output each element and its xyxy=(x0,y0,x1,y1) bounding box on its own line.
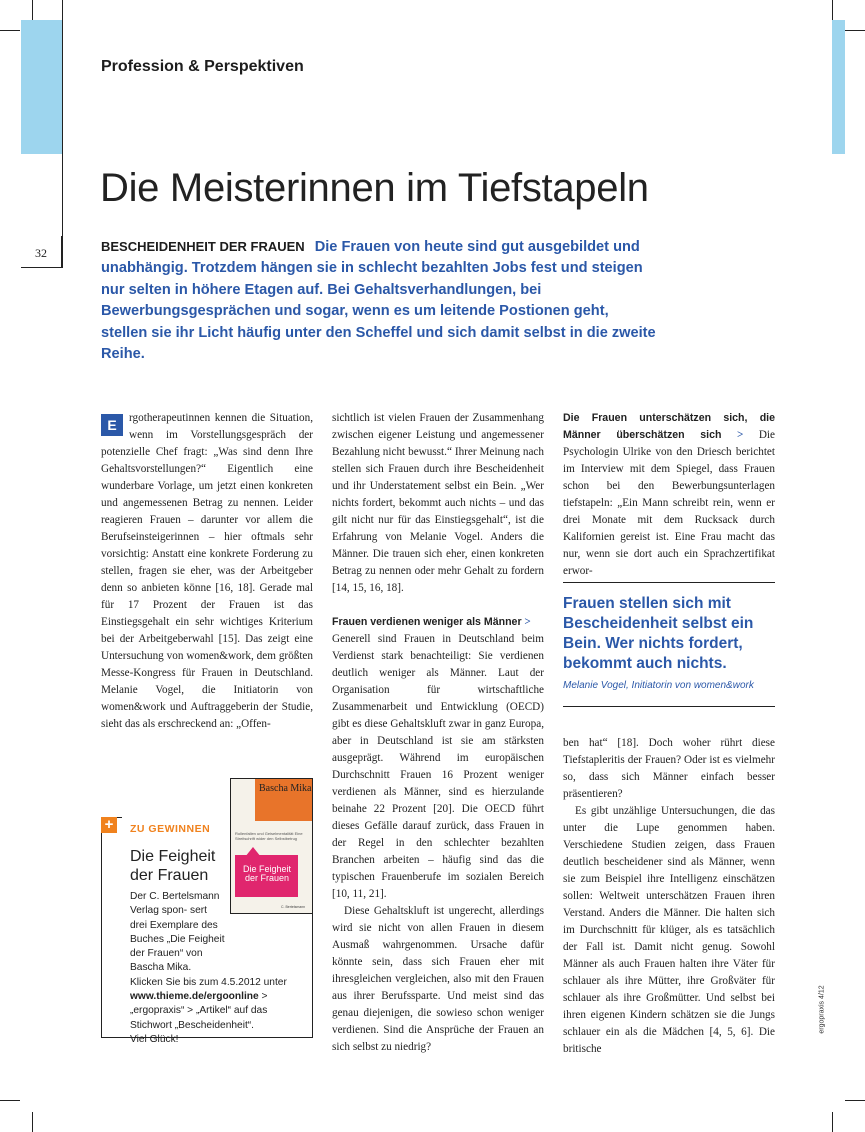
issue-label: ergopraxis 4/12 xyxy=(818,985,826,1034)
page-number: 32 xyxy=(35,246,47,260)
giveaway-link[interactable]: www.thieme.de/ergoonline xyxy=(130,991,259,1003)
paragraph: ben hat“ [18]. Doch woher rührt diese Tiefstapleritis der Frauen? Oder ist es vielmehr so, dass sich Männer einfach besser präsentieren? xyxy=(563,737,775,800)
article-lead xyxy=(101,236,656,365)
lead-text: Die Frauen von heute sind gut ausgebildet und unabhängig. Trotzdem hängen sie in schlecht bezahlten Jobs fest und steigen nur selten in höhere Etagen auf. Bei Gehaltsverhandlungen, bei Bewerbungsgesprächen und sogar, wenn es um leitende Postionen geht, stellen sie ihr Licht häufig unter den Scheffel und sich damit selbst in die zweite Reihe. xyxy=(101,239,656,363)
paragraph: Es gibt unzählige Untersuchungen, die das unter die Lupe genommen haben. Verschiedene Studien zeigen, dass Frauen deutlich bescheidener sind als Männer, wenn sie zum Beispiel ihre Intelligenz einschätzen sollen: Weltweit unterschätzen Frauen ihren Verstand. Anders die Männer. Die halten sich im Durchschnitt für klüger, als es tatsächlich der Fall ist. Damit nicht genug. Sowohl Männer als auch Frauen halten ihre Väter für schlauer als ihre Mütter, ihre Großväter für schlauer als ihre Großmütter. Und selbst bei ihren eigenen Kindern schätzen sie die Jungs schlauer ein als die Mädchen [4, 5, 6]. Die britische xyxy=(563,805,775,1055)
giveaway-body: Der C. Bertelsmann Verlag spon- sert drei Exemplare des Buches „Die Feigheit der Frauen“ von Bascha Mika. xyxy=(130,891,225,974)
crop-mark xyxy=(0,30,20,31)
section-title: Profession & Perspektiven xyxy=(101,58,304,75)
quote-rule-top xyxy=(563,582,775,583)
issue-sidenote xyxy=(812,982,824,1042)
subheading: Frauen verdienen weniger als Männer xyxy=(332,616,522,628)
book-cover-image xyxy=(230,778,313,914)
book-subtitle: Rollenfallen und Geiselmentalität Eine Streitschrift wider den Selbstbetrug xyxy=(235,831,303,841)
paragraph-text: Generell sind Frauen in Deutschland beim Verdienst stark benachteiligt: Sie verdienen deutlich weniger als Männer. Laut der Organisation für wirtschaftliche Zusammenarbeit und Entwicklung (OECD) gibt es diese Gehaltskluft zwar in ganz Europa, aber in Deutschland ist sie am stärksten ausgeprägt. Während im europäischen Durchschnitt Frauen 16 Prozent weniger verdienen als Männer, sind es hierzulande beinahe 22 Prozent [20]. Die OECD führt dieses Gefälle darauf zurück, dass Frauen in der Regel in den schlechter bezahlten Branchen arbeiten – häufig sind das die typischen Frauenberufe im sozialen Bereich [10, 11, 21]. xyxy=(332,633,544,900)
arrow-icon: > xyxy=(524,616,531,628)
paragraph: rgotherapeutinnen kennen die Situation, wenn im Vorstellungsgespräch der potenzielle Chef fragt: „Was sind denn Ihre Gehaltsvorstellungen?“ Eigentlich eine wunderbare Vorlage, um jetzt einen konkreten und angemessenen Betrag zu nennen. Leider reagieren Frauen – darunter vor allem die Berufseinsteigerinnen – hier oftmals sehr vorsichtig: Anstatt eine konkrete Forderung zu stellen, fragen sie eher, was der Arbeitgeber denn so anbieten könne [16, 18]. Gerade mal für 17 Prozent der Frauen ist das Einstiegsgehalt ein sehr wichtiges Kriterium bei der Arbeitgeberwahl [15]. Das zeigt eine Untersuchung von women&work, dem größten Messe-Kongress für Frauen in Deutschland. Melanie Vogel, die Initiatorin von women&work und Auftraggeberin der Studie, sieht das als erschreckend an: „Offen- xyxy=(101,412,313,730)
column-3-bottom xyxy=(563,735,775,1058)
crop-mark xyxy=(32,0,33,20)
color-tab-left xyxy=(21,20,62,154)
color-tab-right xyxy=(832,20,845,154)
crop-mark xyxy=(832,1112,833,1132)
column-3-top xyxy=(563,410,775,580)
pull-quote: Frauen stellen sich mit Bescheidenheit selbst ein Bein. Wer nichts fordert, bekommt auch nichts. xyxy=(563,595,754,672)
giveaway-instructions: Klicken Sie bis zum 4.5.2012 unter www.thieme.de/ergoonline > „ergopraxis“ > „Artikel“ auf das Stichwort „Bescheidenheit“. xyxy=(130,976,287,1031)
giveaway-badge: ZU GEWINNEN xyxy=(130,823,211,835)
crop-mark xyxy=(0,1100,20,1101)
lead-kicker: BESCHEIDENHEIT DER FRAUEN xyxy=(101,239,305,254)
margin-rule xyxy=(62,0,63,268)
column-1 xyxy=(101,410,313,733)
subheading: Die Frauen unterschätzen sich, die Männer überschätzen sich xyxy=(563,412,775,441)
crop-mark xyxy=(845,30,865,31)
paragraph-text: Die Psychologin Ulrike von den Driesch berichtet im Interview mit dem Spiegel, dass Frauen schon bei den Bewerbungsunterlagen tiefstapeln: „Ein Mann schreibt rein, wenn er drei Monate mit dem Rucksack durch Kalifornien gereist ist. Eine Frau macht das nur, wenn sie dort auch ein Sprachzertifikat erwor- xyxy=(563,429,775,577)
article-title: Die Meisterinnen im Tiefstapeln xyxy=(100,166,649,210)
crop-mark xyxy=(32,1112,33,1132)
paragraph: sichtlich ist vielen Frauen der Zusammenhang zwischen eigener Leistung und angemessener Bezahlung nicht bewusst.“ Ihrer Meinung nach stellen sich Frauen durch ihre Bescheidenheit und ihr Understatement selbst ein Bein. „Wer nichts fordert, bekommt auch nichts – und das gilt nicht nur für das Einstiegsgehalt“, ist die Erfahrung von Melanie Vogel. Anders die Männer. Die trauen sich eher, einen konkreten Betrag zu nennen oder mehr Gehalt zu fordern [14, 15, 16, 18]. xyxy=(332,412,544,594)
crop-mark xyxy=(845,1100,865,1101)
quote-source: Melanie Vogel, Initiatorin von women&work xyxy=(563,680,754,691)
book-title: Die Feigheit der Frauen xyxy=(242,864,292,883)
book-publisher: C. Bertelsmann xyxy=(281,905,306,909)
crop-mark xyxy=(832,0,833,20)
column-2 xyxy=(332,410,544,1056)
drop-cap: E xyxy=(101,414,123,436)
paragraph xyxy=(563,410,775,580)
arrow-icon: > xyxy=(736,429,744,441)
giveaway-title: Die Feigheit der Frauen xyxy=(130,848,216,884)
paragraph: Diese Gehaltskluft ist ungerecht, allerdings wird sie nicht von allen Frauen in diesem Ausmaß wahrgenommen. Ursache dafür könnte sein, dass sich Frauen eher mit ihresgleichen vergleichen, also mit den Frauen aus ihrer Berufssparte. Und meist sind das genau diejenigen, die sowieso schon weniger verdienen. Sind die Ansprüche der Frauen an sich selbst zu niedrig? xyxy=(332,905,544,1053)
quote-rule-bottom xyxy=(563,706,775,707)
plus-icon: + xyxy=(101,817,117,833)
paragraph xyxy=(332,614,544,903)
giveaway-closing: Viel Glück! xyxy=(130,1033,179,1045)
book-author: Bascha Mika xyxy=(259,783,312,794)
